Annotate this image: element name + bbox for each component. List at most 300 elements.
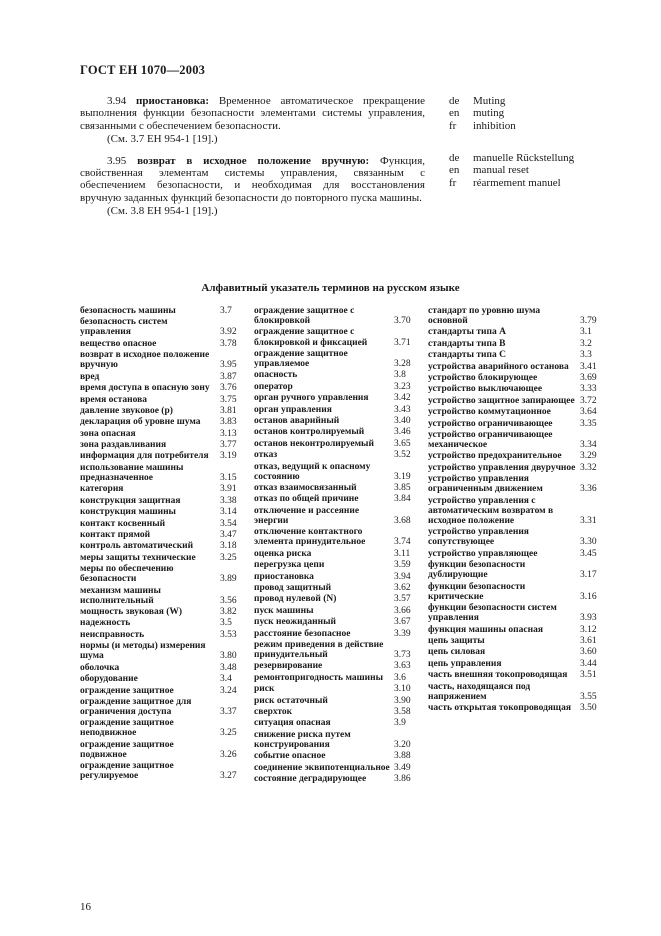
index-number: 3.78 <box>220 338 237 349</box>
index-number: 3.87 <box>220 371 237 382</box>
index-entry <box>80 564 240 584</box>
index-term: устройство выключающее <box>428 384 543 395</box>
index-number: 3.65 <box>394 438 411 449</box>
index-term: приостановка <box>254 571 314 582</box>
index-entry <box>428 625 604 635</box>
index-number: 3.66 <box>394 605 411 616</box>
index-number: 3.56 <box>220 595 237 606</box>
index-number: 3.90 <box>394 695 411 706</box>
index-column-1 <box>80 306 240 783</box>
index-number: 3.5 <box>220 618 232 629</box>
index-number: 3.50 <box>580 703 597 714</box>
index-term: риск <box>254 684 275 695</box>
index-entry <box>428 339 604 349</box>
index-term: риск остаточный <box>254 695 328 706</box>
index-term: устройство ограничивающее <box>428 418 553 429</box>
index-term: оценка риска <box>254 548 312 559</box>
index-term: ограждение защитное регулируемое <box>80 761 174 782</box>
index-term: стандарты типа С <box>428 350 506 361</box>
index-term: время доступа в опасную зону <box>80 383 210 394</box>
index-entry <box>254 393 414 403</box>
index-entry <box>428 560 604 580</box>
index-entry <box>254 306 414 326</box>
index-term: конструкция защитная <box>80 495 181 506</box>
index-term: давление звуковое (p) <box>80 405 173 416</box>
index-term: использование машины предназначенное <box>80 462 184 483</box>
index-entry <box>428 451 604 461</box>
index-entry <box>254 751 414 761</box>
index-entry <box>254 527 414 547</box>
index-number: 3.69 <box>580 373 597 384</box>
index-number: 3.40 <box>394 416 411 427</box>
index-entry <box>80 306 240 316</box>
index-term: отказ взаимосвязанный <box>254 483 357 494</box>
index-term: ремонтопригодность машины <box>254 672 383 683</box>
index-term: устройство защитное запирающее <box>428 395 575 406</box>
index-term: отказ, ведущий к опасному состоянию <box>254 461 371 482</box>
lang-code: de <box>449 95 460 107</box>
translation-row <box>449 107 609 119</box>
definition-body: Временное автоматическое прекращение выполнения функции безопасности элементами системы управления, связанными с обеспечением безопасности. <box>80 95 426 132</box>
index-term: безопасность машины <box>80 306 176 316</box>
index-number: 3.86 <box>394 774 411 785</box>
index-entry <box>428 384 604 394</box>
index-number: 3.92 <box>220 327 237 338</box>
index-entry <box>428 603 604 623</box>
index-number: 3.6 <box>394 672 406 683</box>
index-number: 3.10 <box>394 684 411 695</box>
index-term: устройство предохранительное <box>428 451 562 462</box>
index-entry <box>80 440 240 450</box>
index-term: меры защиты технические <box>80 552 196 563</box>
index-number: 3.39 <box>394 628 411 639</box>
index-term: функции безопасности систем управления <box>428 603 557 624</box>
index-entry <box>80 463 240 483</box>
index-number: 3.57 <box>394 594 411 605</box>
index-entry <box>80 395 240 405</box>
index-entry <box>80 697 240 717</box>
index-term: состояние деградирующее <box>254 774 367 785</box>
index-term: мощность звуковая (W) <box>80 607 183 618</box>
index-entry <box>80 761 240 781</box>
index-entry <box>254 696 414 706</box>
index-entry <box>254 439 414 449</box>
index-number: 3.62 <box>394 582 411 593</box>
index-term: снижение риска путем конструирования <box>254 729 351 750</box>
index-number: 3.51 <box>580 670 597 681</box>
index-number: 3.70 <box>394 316 411 327</box>
index-entry <box>80 553 240 563</box>
index-entry <box>254 494 414 504</box>
index-entry <box>254 405 414 415</box>
index-number: 3.45 <box>580 548 597 559</box>
index-entry <box>428 636 604 646</box>
index-entry <box>254 560 414 570</box>
index-number: 3.14 <box>220 507 237 518</box>
index-term: отказ <box>254 450 278 461</box>
index-term: категория <box>80 484 124 495</box>
index-entry <box>428 549 604 559</box>
index-entry <box>428 407 604 417</box>
translation-text: Muting <box>473 95 506 107</box>
index-number: 3.49 <box>394 762 411 773</box>
translation-row <box>449 164 609 176</box>
definition-text <box>80 95 425 132</box>
index-number: 3.25 <box>220 728 237 739</box>
index-number: 3.81 <box>220 405 237 416</box>
index-entry <box>80 372 240 382</box>
index-term: конструкция машины <box>80 507 176 518</box>
index-entry <box>80 740 240 760</box>
index-term: вред <box>80 371 100 382</box>
index-term: надежность <box>80 618 131 629</box>
index-entry <box>80 350 240 370</box>
index-entry <box>428 362 604 372</box>
index-number: 3.13 <box>220 428 237 439</box>
index-term: контакт косвенный <box>80 518 166 529</box>
index-term: устройство управления двуручное <box>428 462 576 473</box>
index-column-3 <box>428 306 604 714</box>
index-entry <box>254 382 414 392</box>
index-number: 3.61 <box>580 636 597 647</box>
index-number: 3.95 <box>220 360 237 371</box>
index-number: 3.34 <box>580 440 597 451</box>
index-number: 3.37 <box>220 706 237 717</box>
index-entry <box>254 640 414 660</box>
index-entry <box>254 416 414 426</box>
index-term: устройство блокирующее <box>428 373 538 384</box>
index-term: останов контролируемый <box>254 427 365 438</box>
translation-row <box>449 95 609 107</box>
index-number: 3.63 <box>394 661 411 672</box>
index-term: возврат в исходное положение вручную <box>80 350 210 371</box>
index-number: 3.59 <box>394 560 411 571</box>
index-entry <box>428 682 604 702</box>
index-term: контакт прямой <box>80 529 151 540</box>
index-entry <box>428 647 604 657</box>
definitions-block <box>80 95 425 227</box>
index-entry <box>254 349 414 369</box>
index-number: 3.64 <box>580 407 597 418</box>
index-entry <box>80 317 240 337</box>
index-entry <box>254 707 414 717</box>
index-number: 3.46 <box>394 427 411 438</box>
translation-text: muting <box>473 107 505 120</box>
index-number: 3.26 <box>220 749 237 760</box>
index-entry <box>428 659 604 669</box>
index-column-2 <box>254 306 414 785</box>
translations-3-95 <box>449 152 609 189</box>
index-number: 3.32 <box>580 462 597 473</box>
index-entry <box>428 463 604 473</box>
index-number: 3.33 <box>580 384 597 395</box>
document-header: ГОСТ ЕН 1070—2003 <box>80 63 206 77</box>
index-number: 3.27 <box>220 771 237 782</box>
index-entry <box>80 507 240 517</box>
index-entry <box>254 583 414 593</box>
index-term: неисправность <box>80 629 145 640</box>
index-number: 3.42 <box>394 393 411 404</box>
index-number: 3.41 <box>580 361 597 372</box>
translation-row <box>449 177 609 189</box>
index-term: меры по обеспечению безопасности <box>80 564 174 585</box>
index-term: ограждение защитное подвижное <box>80 739 174 760</box>
index-term: информация для потребителя <box>80 451 209 462</box>
index-entry <box>80 451 240 461</box>
index-term: функция машины опасная <box>428 624 543 635</box>
index-number: 3.75 <box>220 394 237 405</box>
index-entry <box>254 774 414 784</box>
index-entry <box>254 617 414 627</box>
index-entry <box>80 519 240 529</box>
index-term: сверхток <box>254 706 293 717</box>
index-number: 3.43 <box>394 404 411 415</box>
index-title: Алфавитный указатель терминов на русском языке <box>201 282 460 294</box>
translation-text: manual reset <box>473 164 529 177</box>
index-number: 3.7 <box>220 306 232 316</box>
index-term: механизм машины исполнительный <box>80 585 161 606</box>
index-term: оборудование <box>80 674 138 685</box>
index-term: перегрузка цепи <box>254 560 325 571</box>
index-entry <box>80 586 240 606</box>
index-number: 3.94 <box>394 571 411 582</box>
index-number: 3.17 <box>580 570 597 581</box>
index-number: 3.84 <box>394 494 411 505</box>
index-number: 3.31 <box>580 515 597 526</box>
index-entry <box>80 641 240 661</box>
index-term: устройство управления сопутствующее <box>428 527 529 548</box>
index-entry <box>80 484 240 494</box>
index-number: 3.93 <box>580 613 597 624</box>
index-term: нормы (и методы) измерения шума <box>80 641 206 662</box>
index-term: часть открытая токопроводящая <box>428 703 571 714</box>
index-term: устройство ограничивающее механическое <box>428 430 553 451</box>
index-entry <box>80 541 240 551</box>
index-entry <box>254 594 414 604</box>
index-term: декларация об уровне шума <box>80 417 201 428</box>
translation-text: manuelle Rückstellung <box>473 152 575 164</box>
index-number: 3.83 <box>220 417 237 428</box>
index-entry <box>80 618 240 628</box>
index-number: 3.82 <box>220 607 237 618</box>
index-term: режим приведения в действие принудительный <box>254 639 384 661</box>
index-entry <box>428 419 604 429</box>
index-entry <box>254 427 414 437</box>
index-number: 3.76 <box>220 383 237 394</box>
index-number: 3.68 <box>394 515 411 526</box>
index-number: 3.52 <box>394 450 411 461</box>
index-term: провод нулевой (N) <box>254 594 337 605</box>
index-term: ограждение защитное <box>80 685 174 696</box>
index-term: орган ручного управления <box>254 393 369 404</box>
index-entry <box>428 527 604 547</box>
definition-3-95 <box>80 155 425 218</box>
index-number: 3.35 <box>580 418 597 429</box>
translation-text: réarmement manuel <box>473 176 561 189</box>
lang-code: fr <box>449 176 457 189</box>
index-term: ограждение защитное управляемое <box>254 348 348 370</box>
index-number: 3.58 <box>394 706 411 717</box>
index-term: резервирование <box>254 661 323 672</box>
definition-term: приостановка: <box>136 95 210 107</box>
definition-term: возврат в исходное положение вручную: <box>137 154 370 167</box>
index-term: устройство управляющее <box>428 548 538 559</box>
index-number: 3.44 <box>580 658 597 669</box>
index-term: ограждение защитное с блокировкой <box>254 306 355 327</box>
index-term: время останова <box>80 394 147 405</box>
index-number: 3.85 <box>394 483 411 494</box>
index-entry <box>254 763 414 773</box>
index-entry <box>428 474 604 494</box>
index-entry <box>254 327 414 347</box>
index-number: 3.19 <box>220 451 237 462</box>
index-term: останов аварийный <box>254 416 340 427</box>
index-term: устройство управления ограниченным движением <box>428 474 543 495</box>
index-entry <box>80 339 240 349</box>
index-term: цепь управления <box>428 658 502 669</box>
index-term: ограждение защитное с блокировкой и фиксацией <box>254 327 368 348</box>
index-term: устройства аварийного останова <box>428 361 569 372</box>
index-number: 3.30 <box>580 537 597 548</box>
lang-code: fr <box>449 119 457 132</box>
index-entry <box>428 396 604 406</box>
index-number: 3.91 <box>220 484 237 495</box>
index-entry <box>80 630 240 640</box>
index-entry <box>254 629 414 639</box>
index-entry <box>254 450 414 460</box>
definition-text <box>80 155 425 205</box>
index-term: функции безопасности дублирующие <box>428 560 526 581</box>
definition-number: 3.95 <box>107 154 127 167</box>
index-number: 3.18 <box>220 541 237 552</box>
index-entry <box>428 582 604 602</box>
index-term: ситуация опасная <box>254 718 331 729</box>
index-number: 3.80 <box>220 651 237 662</box>
index-number: 3.47 <box>220 529 237 540</box>
index-number: 3.12 <box>580 624 597 635</box>
index-entry <box>254 673 414 683</box>
index-number: 3.89 <box>220 574 237 585</box>
index-entry <box>80 718 240 738</box>
definition-number: 3.94 <box>107 95 127 107</box>
index-number: 3.20 <box>394 739 411 750</box>
index-number: 3.36 <box>580 484 597 495</box>
index-term: оператор <box>254 381 293 392</box>
index-entry <box>254 572 414 582</box>
index-number: 3.1 <box>580 327 592 338</box>
index-entry <box>254 506 414 526</box>
index-entry <box>80 686 240 696</box>
index-entry <box>254 549 414 559</box>
index-term: цепь защиты <box>428 636 485 647</box>
lang-code: de <box>449 152 460 164</box>
index-entry <box>254 718 414 728</box>
index-number: 3.16 <box>580 591 597 602</box>
index-number: 3.71 <box>394 337 411 348</box>
definition-3-94 <box>80 95 425 146</box>
index-entry <box>254 370 414 380</box>
index-term: останов неконтролируемый <box>254 438 374 449</box>
index-term: контроль автоматический <box>80 541 194 552</box>
index-term: расстояние безопасное <box>254 628 351 639</box>
index-entry <box>80 406 240 416</box>
translations-3-94 <box>449 95 609 132</box>
index-number: 3.79 <box>580 316 597 327</box>
index-term: пуск неожиданный <box>254 617 336 628</box>
index-term: орган управления <box>254 404 332 415</box>
lang-code: en <box>449 107 460 120</box>
index-term: ограждение защитное для ограничения доступа <box>80 696 192 717</box>
index-term: стандарт по уровню шума основной <box>428 306 541 327</box>
index-term: зона опасная <box>80 428 136 439</box>
index-entry <box>254 462 414 482</box>
index-term: устройство управления с автоматическим возвратом в исходное положение <box>428 495 554 526</box>
index-entry <box>254 483 414 493</box>
index-number: 3.15 <box>220 472 237 483</box>
index-number: 3.28 <box>394 359 411 370</box>
index-number: 3.48 <box>220 662 237 673</box>
index-number: 3.54 <box>220 518 237 529</box>
index-number: 3.4 <box>220 674 232 685</box>
index-number: 3.60 <box>580 647 597 658</box>
index-entry <box>428 306 604 326</box>
index-term: отключение и рассеяние энергии <box>254 505 360 526</box>
index-term: вещество опасное <box>80 338 157 349</box>
index-term: опасность <box>254 370 298 381</box>
index-entry <box>80 663 240 673</box>
index-term: пуск машины <box>254 605 314 616</box>
index-term: функции безопасности критические <box>428 581 526 602</box>
index-entry <box>428 327 604 337</box>
index-entry <box>428 703 604 713</box>
index-entry <box>254 684 414 694</box>
index-entry <box>428 430 604 450</box>
index-number: 3.88 <box>394 751 411 762</box>
index-term: часть внешняя токопроводящая <box>428 670 568 681</box>
index-number: 3.24 <box>220 685 237 696</box>
index-term: ограждение защитное неподвижное <box>80 718 174 739</box>
index-term: часть, находящаяся под напряжением <box>428 681 531 702</box>
page-number: 16 <box>80 901 91 913</box>
index-term: цепь силовая <box>428 647 486 658</box>
index-number: 3.23 <box>394 381 411 392</box>
index-entry <box>254 606 414 616</box>
lang-code: en <box>449 164 460 177</box>
index-term: безопасность систем управления <box>80 317 168 338</box>
index-term: стандарты типа А <box>428 327 506 338</box>
index-entry <box>80 530 240 540</box>
translation-row <box>449 152 609 164</box>
index-entry <box>428 350 604 360</box>
index-number: 3.2 <box>580 338 592 349</box>
index-term: соединение эквипотенциальное <box>254 762 390 773</box>
index-term: стандарты типа В <box>428 338 506 349</box>
index-entry <box>428 373 604 383</box>
index-number: 3.74 <box>394 537 411 548</box>
index-term: зона раздавливания <box>80 440 167 451</box>
index-number: 3.3 <box>580 350 592 361</box>
index-number: 3.11 <box>394 548 411 559</box>
index-number: 3.29 <box>580 451 597 462</box>
definition-reference: (См. 3.7 ЕН 954-1 [19].) <box>107 133 218 146</box>
index-number: 3.53 <box>220 629 237 640</box>
definition-reference: (См. 3.8 ЕН 954-1 [19].) <box>107 205 218 218</box>
index-entry <box>80 607 240 617</box>
index-number: 3.55 <box>580 691 597 702</box>
index-entry <box>80 429 240 439</box>
index-entry <box>80 383 240 393</box>
index-term: отказ по общей причине <box>254 494 359 505</box>
